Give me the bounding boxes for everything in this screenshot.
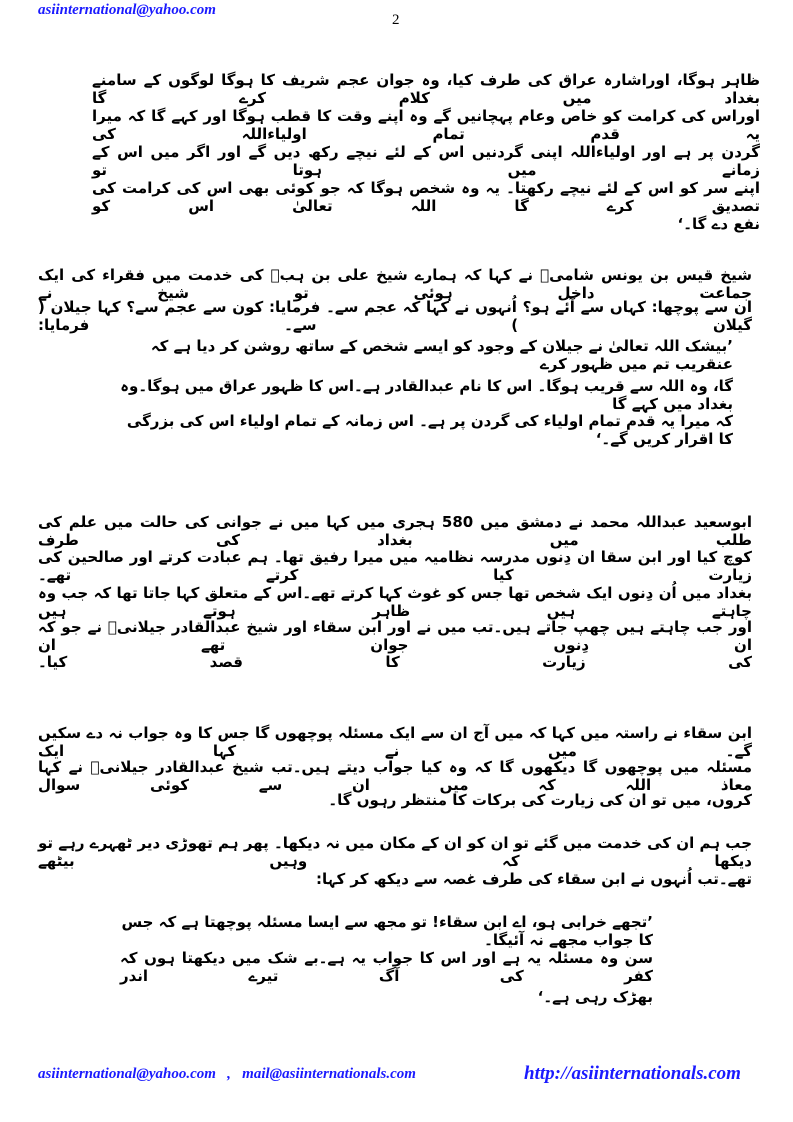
text-line: کروں، میں تو ان کی زیارت کی برکات کا منتظر رہوں گا۔	[328, 791, 752, 809]
text-line: اور جب چاہتے ہیں چھپ جاتے ہیں۔تب میں نے اور ابن سقاء اور شیخ عبدالقادر جیلانیؒ نے جو کہ ان دِنوں جوان تھے ان	[38, 618, 752, 654]
footer-emails[interactable]: asiinternational@yahoo.com , mail@asiinternationals.com	[38, 1066, 416, 1082]
page-number: 2	[392, 12, 400, 28]
text-line: ’تجھے خرابی ہو، اے ابن سقاء! تو مجھ سے ایسا مسئلہ پوچھتا ہے کہ جس کا جواب مجھے نہ آئیگا۔	[121, 913, 653, 949]
text-line: بغداد میں اُن دِنوں ایک شخص تھا جس کو غوث کہا کرتے تھے۔اس کے متعلق کہا جاتا تھا کہ جب وہ چاہتے ہیں ظاہر ہوتے ہیں	[38, 584, 752, 620]
text-line: مسئلہ میں پوچھوں گا دیکھوں گا کہ وہ کیا جواب دیتے ہیں۔تب شیخ عبدالقادر جیلانیؒ نے کہا معاذ اللہ کہ میں ان سے کوئی سوال	[38, 758, 752, 794]
text-line: ’بیشک اللہ تعالیٰ نے جیلان کے وجود کو ایسے شخص کے ساتھ روشن کر دیا ہے کہ عنقریب تم میں ظہور کرے	[150, 337, 733, 373]
header-email[interactable]: asiinternational@yahoo.com	[38, 2, 216, 18]
footer-website-link[interactable]: http://asiinternationals.com	[524, 1063, 741, 1084]
text-line: سن وہ مسئلہ یہ ہے اور اس کا جواب یہ ہے۔بے شک میں دیکھتا ہوں کہ کفر کی آگ تیرے اندر	[120, 949, 653, 985]
text-line: ان سے پوچھا: کہاں سے آئے ہو؟ اُنہوں نے کہا کہ عجم سے۔ فرمایا: کون سے عجم سے؟ کہا جیلان ( گیلان ) سے۔ فرمایا:	[38, 298, 752, 334]
text-line: اپنے سر کو اس کے لئے نیچے رکھتا۔ یہ وہ شخص ہوگا کہ جو کوئی بھی اس کی کرامت کی تصدیق کرے گا اللہ تعالیٰ اس کو	[92, 179, 760, 215]
text-line: ابوسعید عبداللہ محمد نے دمشق میں 580 ہجری میں کہا میں نے جوانی کی حالت میں علم کی طلب میں بغداد کی طرف	[38, 513, 752, 549]
text-line: تھے۔تب اُنہوں نے ابن سقاء کی طرف غصہ سے دیکھ کر کہا:	[316, 870, 752, 888]
text-line: گردن پر ہے اور اولیاءاللہ اپنی گردنیں اس کے لئے نیچے رکھ دیں گے اور اگر میں اس کے زمانے میں ہوتا تو	[92, 143, 760, 179]
text-line: جب ہم ان کی خدمت میں گئے تو ان کو ان کے مکان میں نہ دیکھا۔ پھر ہم تھوڑی دیر ٹھہرے رہے تو دیکھا کہ وہیں بیٹھے	[38, 834, 752, 870]
text-line: گا، وہ اللہ سے قریب ہوگا۔ اس کا نام عبدالقادر ہے۔اس کا ظہور عراق میں ہوگا۔وہ بغداد میں کہے گا	[120, 377, 733, 413]
text-line: کی زیارت کا قصد کیا۔	[38, 653, 752, 671]
text-line: کہ میرا یہ قدم تمام اولیاء کی گردن پر ہے۔ اس زمانہ کے تمام اولیاء اس کی بزرگی کا اقرار کریں گے۔‘	[126, 412, 733, 448]
text-line: اوراس کی کرامت کو خاص وعام پہچانیں گے وہ اپنے وقت کا قطب ہوگا اور کہے گا کہ میرا یہ قدم تمام اولیاءاللہ کی	[92, 107, 760, 143]
text-line: شیخ قیس بن یونس شامیؒ نے کہا کہ ہمارے شیخ علی بن ہبؒ کی خدمت میں فقراء کی ایک جماعت داخل ہوئی تو شیخ نے	[38, 266, 752, 302]
text-line: ظاہر ہوگا، اوراشارہ عراق کی طرف کیا، وہ جوان عجم شریف کا ہوگا لوگوں کے سامنے بغداد میں کلام کرے گا	[92, 71, 760, 107]
text-line: ابن سقاء نے راستہ میں کہا کہ میں آج ان سے ایک مسئلہ پوچھوں گا جس کا وہ جواب نہ دے سکیں گے۔ میں نے کہا ایک	[38, 724, 752, 760]
text-line: نفع دے گا۔‘	[677, 215, 760, 233]
text-line: بھڑک رہی ہے۔‘	[537, 988, 653, 1006]
text-line: کوچ کیا اور ابن سقا ان دِنوں مدرسہ نظامیہ میں میرا رفیق تھا۔ ہم عبادت کرتے اور صالحین کی زیارت کیا کرتے تھے۔	[38, 548, 752, 584]
